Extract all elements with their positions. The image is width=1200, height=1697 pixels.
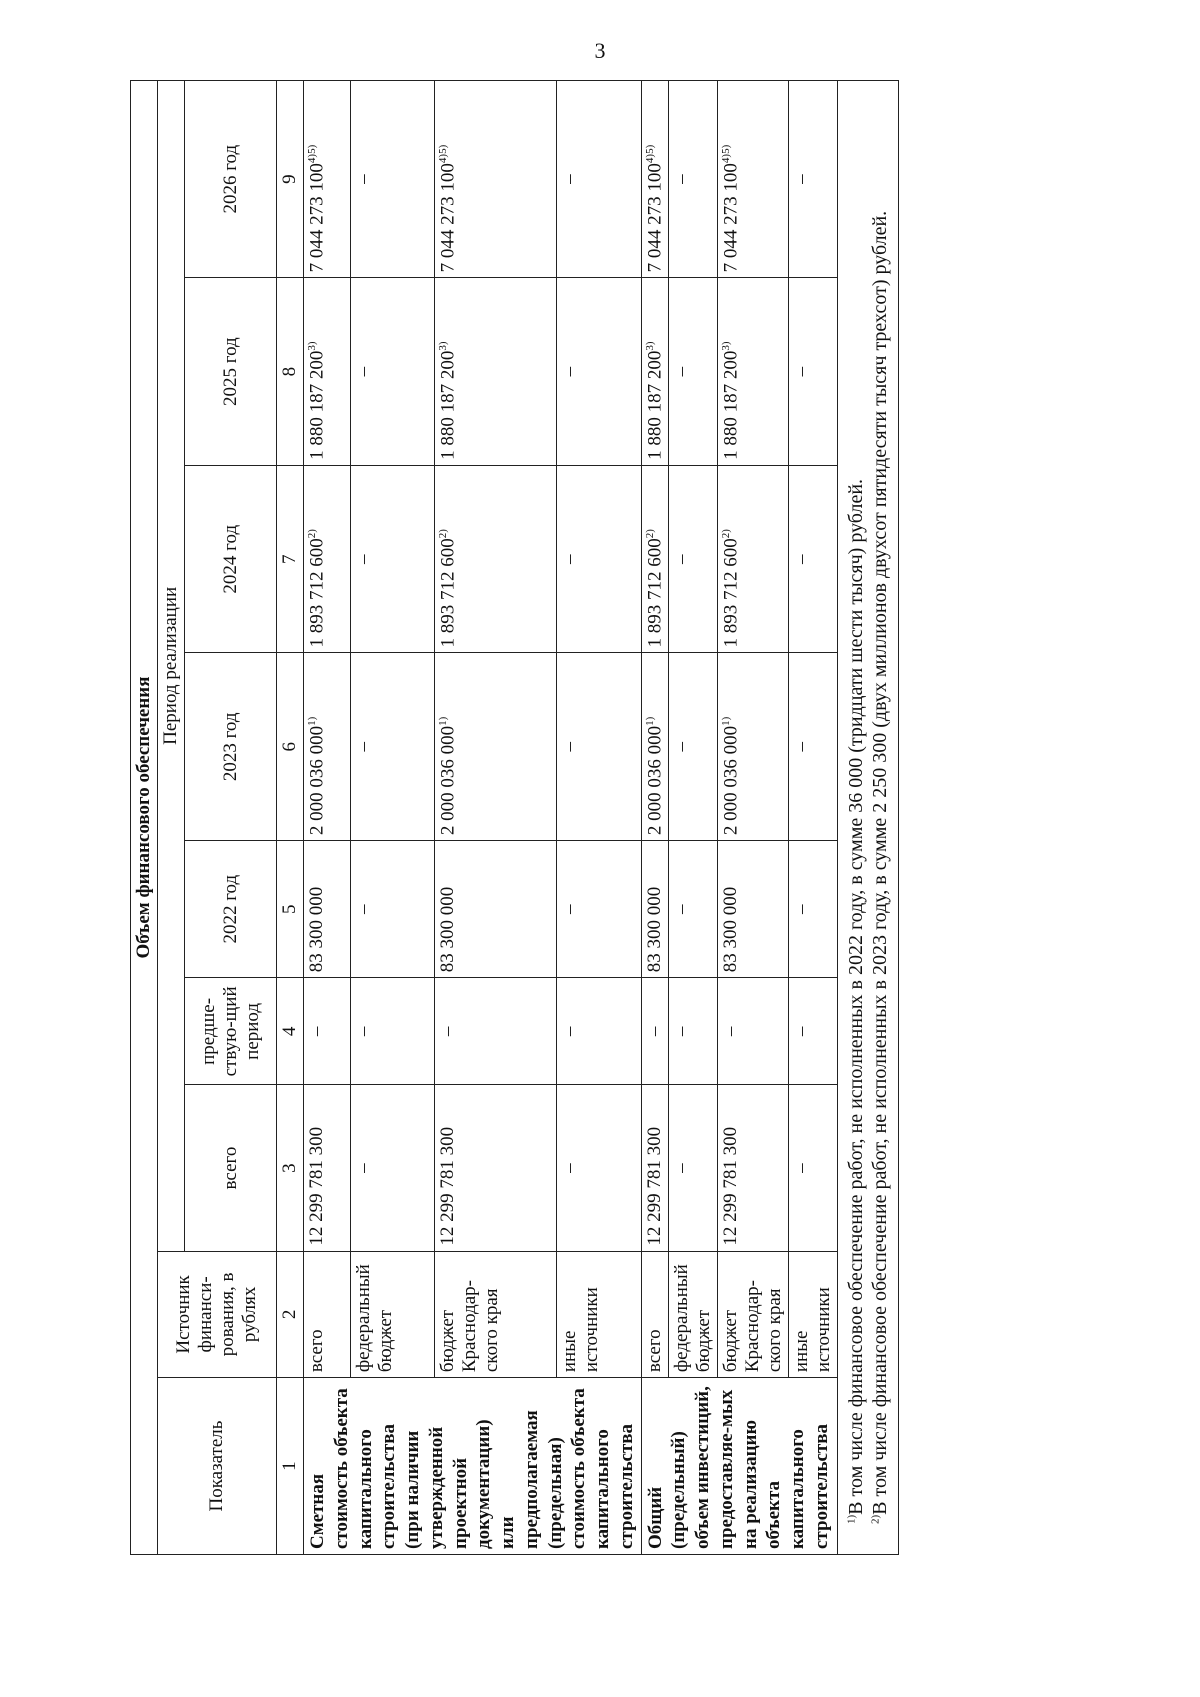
column-number: 4 [277, 978, 304, 1085]
header-2025: 2025 год [185, 278, 277, 466]
year-2025-cell [350, 278, 434, 466]
year-2026-cell-value: 7 044 273 100 [437, 163, 459, 273]
year-2026-cell [557, 81, 641, 278]
financing-table [130, 80, 899, 1555]
year-2026-cell-value: – [670, 174, 692, 184]
year-2024-cell-value: – [559, 554, 581, 564]
total-cell [435, 1085, 557, 1251]
year-2023-cell [350, 653, 434, 841]
year-2024-cell-value: 1 893 712 600 [306, 538, 328, 648]
total-cell-value: – [790, 1163, 812, 1173]
footnote-mark: 1) [437, 716, 450, 726]
year-2026-cell-value: 7 044 273 100 [720, 163, 742, 273]
year-2025-cell-value: 1 880 187 200 [643, 350, 665, 460]
source-cell-value: бюджет Краснодар-ского края [719, 1280, 785, 1373]
year-2024-cell [557, 465, 641, 653]
previous-period-cell [557, 978, 641, 1085]
table-row [788, 81, 837, 1555]
footnote-mark: 3) [437, 341, 450, 351]
year-2024-cell-value: – [352, 554, 374, 564]
total-cell-value: 12 299 781 300 [719, 1126, 741, 1246]
year-2022-cell [557, 841, 641, 978]
footnote-mark: 4)5) [643, 144, 656, 164]
footnote-mark: 4)5) [437, 144, 450, 164]
table-body [304, 81, 838, 1555]
year-2022-cell-value: 83 300 000 [719, 886, 741, 973]
footnote-text: В том числе финансовое обеспечение работ, не исполненных в 2022 году, в сумме 36 000 (тридцати шести тысяч) рублей. [844, 478, 867, 1515]
previous-period-cell-value: – [437, 1026, 459, 1037]
source-cell [788, 1251, 837, 1377]
year-2024-cell-value: – [670, 554, 692, 564]
header-total: всего [185, 1085, 277, 1251]
footnote-mark: 1) [845, 1514, 858, 1524]
year-2023-cell-value: – [352, 742, 374, 752]
previous-period-cell-value: – [719, 1026, 741, 1037]
year-2024-cell-value: – [790, 554, 812, 564]
header-2022: 2022 год [185, 841, 277, 978]
indicator-cell: Сметная стоимость объекта капитального строительства (при наличии утвержденной проектной документации) или предполагаемая (предельная) стоимость объекта капитального строительства [304, 1378, 642, 1555]
total-cell [788, 1085, 837, 1251]
year-2023-cell [668, 653, 717, 841]
footnote-mark: 4)5) [306, 144, 318, 164]
header-source: Источник финанси-рования, в рублях [158, 1251, 277, 1377]
total-cell-value: – [670, 1163, 692, 1173]
footnote [868, 85, 892, 1550]
year-2026-cell [788, 81, 837, 278]
previous-period-cell-value: – [643, 1026, 665, 1037]
source-cell [350, 1251, 434, 1377]
table-row [435, 81, 557, 1555]
table-row [668, 81, 717, 1555]
footnote-mark: 3) [643, 341, 656, 351]
year-2023-cell [641, 653, 668, 841]
header-row-1 [158, 81, 185, 1555]
page-number: 3 [594, 38, 606, 63]
indicator-cell: Общий (предельный) объем инвестиций, предоставляе-мых на реализацию объекта капитального строительства [641, 1378, 837, 1555]
year-2023-cell-value: 2 000 036 000 [306, 725, 328, 836]
total-cell-value: – [559, 1163, 581, 1173]
column-numbers-row [277, 81, 304, 1555]
year-2023-cell-value: 2 000 036 000 [643, 725, 665, 836]
previous-period-cell-value: – [670, 1026, 692, 1037]
source-cell-value: иные источники [790, 1287, 834, 1373]
footnote-mark: 2) [643, 529, 656, 539]
column-number: 8 [277, 278, 304, 466]
year-2022-cell-value: 83 300 000 [306, 886, 327, 973]
year-2023-cell-value: 2 000 036 000 [720, 725, 742, 836]
year-2026-cell-value: 7 044 273 100 [306, 163, 328, 273]
header-2023: 2023 год [185, 653, 277, 841]
year-2022-cell [641, 841, 668, 978]
year-2025-cell [717, 278, 788, 466]
year-2022-cell-value: – [670, 904, 692, 914]
previous-period-cell [304, 978, 351, 1085]
previous-period-cell [788, 978, 837, 1085]
year-2026-cell-value: 7 044 273 100 [643, 163, 665, 273]
column-number: 9 [277, 81, 304, 278]
total-cell [717, 1085, 788, 1251]
year-2024-cell [668, 465, 717, 653]
previous-period-cell [350, 978, 434, 1085]
total-cell-value: 12 299 781 300 [437, 1126, 459, 1246]
table-row [557, 81, 641, 1555]
table-title-row [131, 81, 158, 1555]
total-cell [557, 1085, 641, 1251]
year-2023-cell [435, 653, 557, 841]
header-period: Период реализации [158, 81, 185, 1252]
table-row [717, 81, 788, 1555]
previous-period-cell-value: – [790, 1026, 812, 1037]
year-2025-cell [304, 278, 351, 466]
year-2024-cell [717, 465, 788, 653]
total-cell [304, 1085, 351, 1251]
year-2023-cell-value: – [670, 742, 692, 752]
year-2022-cell-value: – [790, 904, 812, 914]
header-previous: предше-ствую-щий период [185, 978, 277, 1085]
year-2024-cell [304, 465, 351, 653]
footnote [844, 85, 868, 1550]
previous-period-cell [668, 978, 717, 1085]
previous-period-cell [641, 978, 668, 1085]
year-2025-cell [668, 278, 717, 466]
year-2026-cell-value: – [790, 174, 812, 184]
total-cell [350, 1085, 434, 1251]
year-2023-cell-value: – [790, 742, 812, 752]
footnote-mark: 2) [437, 529, 450, 539]
year-2022-cell [350, 841, 434, 978]
rotated-table-container [130, 80, 1070, 1555]
footnote-text: В том числе финансовое обеспечение работ, не исполненных в 2023 году, в сумме 2 250 300 (двух миллионов двухсот пятидесяти тысяч трехсот) рублей. [868, 210, 891, 1515]
footnote-mark: 1) [719, 716, 732, 726]
year-2023-cell [557, 653, 641, 841]
year-2025-cell [557, 278, 641, 466]
year-2026-cell [668, 81, 717, 278]
year-2025-cell-value: – [790, 366, 812, 377]
year-2024-cell [350, 465, 434, 653]
year-2025-cell-value: 1 880 187 200 [720, 350, 742, 460]
year-2023-cell [717, 653, 788, 841]
year-2022-cell [788, 841, 837, 978]
year-2026-cell [304, 81, 351, 278]
year-2024-cell-value: 1 893 712 600 [437, 538, 459, 648]
source-cell-value: всего [306, 1329, 327, 1373]
column-number: 5 [277, 841, 304, 978]
source-cell [557, 1251, 641, 1377]
year-2022-cell [668, 841, 717, 978]
footnote-mark: 2) [719, 529, 732, 539]
source-cell [435, 1251, 557, 1377]
total-cell-value: 12 299 781 300 [643, 1126, 665, 1246]
previous-period-cell-value: – [306, 1026, 327, 1037]
source-cell [668, 1251, 717, 1377]
source-cell-value: всего [643, 1329, 665, 1373]
source-cell [641, 1251, 668, 1377]
year-2023-cell [788, 653, 837, 841]
previous-period-cell [435, 978, 557, 1085]
year-2026-cell [350, 81, 434, 278]
year-2024-cell-value: 1 893 712 600 [643, 538, 665, 648]
footnote-mark: 2) [869, 1514, 882, 1524]
footnote-mark: 4)5) [719, 144, 732, 164]
year-2022-cell-value: – [352, 904, 374, 914]
year-2024-cell [435, 465, 557, 653]
total-cell-value: – [352, 1163, 374, 1173]
year-2022-cell-value: 83 300 000 [437, 886, 459, 973]
year-2024-cell-value: 1 893 712 600 [720, 538, 742, 648]
year-2026-cell-value: – [352, 174, 374, 184]
year-2024-cell [788, 465, 837, 653]
footnote-mark: 1) [306, 716, 318, 726]
year-2025-cell [788, 278, 837, 466]
source-cell-value: федеральный бюджет [670, 1264, 714, 1373]
source-cell-value: иные источники [559, 1287, 603, 1373]
column-number: 2 [277, 1251, 304, 1377]
column-number: 1 [277, 1378, 304, 1555]
source-cell [717, 1251, 788, 1377]
total-cell [668, 1085, 717, 1251]
year-2022-cell-value: 83 300 000 [643, 886, 665, 973]
source-cell-value: федеральный бюджет [352, 1264, 396, 1373]
year-2024-cell [641, 465, 668, 653]
total-cell [641, 1085, 668, 1251]
year-2022-cell [304, 841, 351, 978]
year-2025-cell [435, 278, 557, 466]
table-row [304, 81, 351, 1555]
footnote-mark: 3) [306, 341, 318, 351]
year-2023-cell [304, 653, 351, 841]
year-2025-cell-value: – [559, 366, 581, 377]
year-2025-cell-value: – [670, 366, 692, 377]
table-title: Объем финансового обеспечения [131, 81, 158, 1555]
source-cell [304, 1251, 351, 1377]
year-2026-cell [435, 81, 557, 278]
table-row [641, 81, 668, 1555]
year-2023-cell-value: 2 000 036 000 [437, 725, 459, 836]
year-2025-cell-value: 1 880 187 200 [437, 350, 459, 460]
header-indicator: Показатель [158, 1378, 277, 1555]
column-number: 7 [277, 465, 304, 653]
total-cell-value: 12 299 781 300 [306, 1126, 327, 1246]
year-2022-cell-value: – [559, 904, 581, 914]
year-2025-cell-value: 1 880 187 200 [306, 350, 328, 460]
header-2024: 2024 год [185, 465, 277, 653]
previous-period-cell-value: – [559, 1026, 581, 1037]
footnotes [837, 81, 898, 1555]
source-cell-value: бюджет Краснодар-ского края [437, 1280, 503, 1373]
footnotes-row [837, 81, 898, 1555]
previous-period-cell [717, 978, 788, 1085]
year-2026-cell-value: – [559, 174, 581, 184]
year-2026-cell [717, 81, 788, 278]
footnote-mark: 1) [643, 716, 656, 726]
year-2022-cell [435, 841, 557, 978]
column-number: 3 [277, 1085, 304, 1251]
header-2026: 2026 год [185, 81, 277, 278]
footnote-mark: 2) [306, 529, 318, 539]
year-2025-cell-value: – [352, 366, 374, 377]
footnote-mark: 3) [719, 341, 732, 351]
table-row [350, 81, 434, 1555]
year-2023-cell-value: – [559, 742, 581, 752]
column-number: 6 [277, 653, 304, 841]
year-2022-cell [717, 841, 788, 978]
year-2025-cell [641, 278, 668, 466]
previous-period-cell-value: – [352, 1026, 374, 1037]
year-2026-cell [641, 81, 668, 278]
